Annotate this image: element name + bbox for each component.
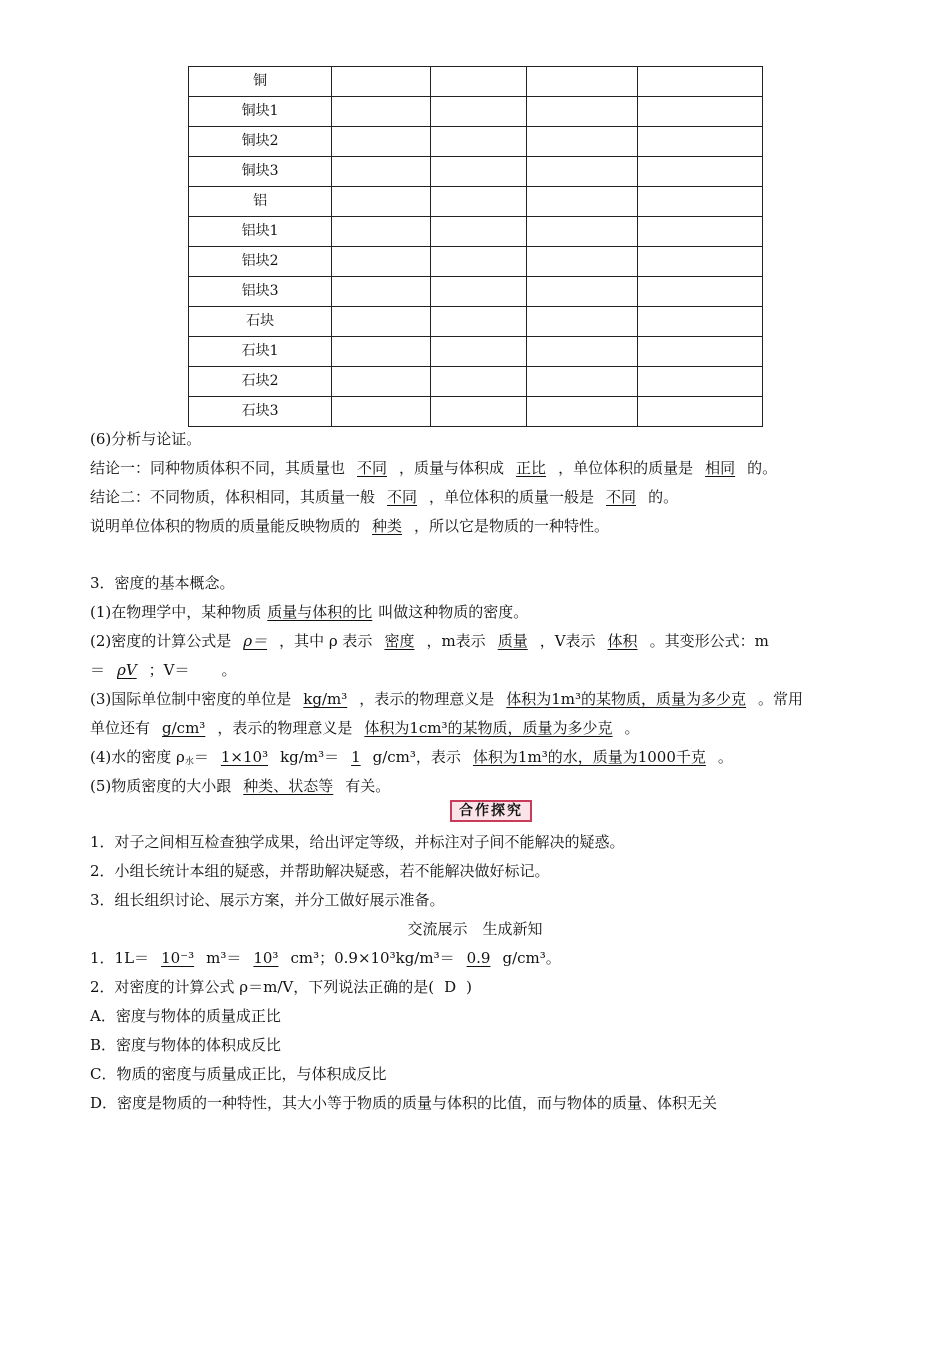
table-row bbox=[189, 247, 763, 277]
answer-blank: 不同 bbox=[606, 488, 637, 506]
answer-blank: 10⁻³ bbox=[161, 949, 195, 967]
coop-item: 1．对子之间相互检查独学成果，给出评定等级，并标注对子间不能解决的疑惑。 bbox=[90, 833, 625, 851]
table-cell bbox=[431, 307, 526, 337]
table-cell bbox=[637, 397, 762, 427]
table-cell bbox=[526, 277, 637, 307]
answer-blank: 体积为1m³的某物质，质量为多少克 bbox=[506, 690, 747, 708]
answer-blank: 体积为1m³的水，质量为1000千克 bbox=[472, 748, 706, 766]
row-label: 铝块1 bbox=[189, 217, 332, 247]
table-cell bbox=[431, 277, 526, 307]
table-row bbox=[189, 337, 763, 367]
table-cell bbox=[637, 307, 762, 337]
table-cell bbox=[431, 337, 526, 367]
table-cell bbox=[332, 187, 431, 217]
answer-blank: ρ＝ bbox=[243, 632, 268, 650]
explanation-line: 说明单位体积的物质的质量能反映物质的 种类 ，所以它是物质的一种特性。 bbox=[90, 517, 610, 535]
question-1: 1．1L＝ 10⁻³ m³＝ 10³ cm³；0.9×10³kg/m³＝ 0.9 g/cm³。 bbox=[90, 949, 561, 967]
table-cell bbox=[526, 157, 637, 187]
table-cell bbox=[526, 337, 637, 367]
answer-blank: 种类 bbox=[372, 517, 403, 535]
answer-blank: 不同 bbox=[357, 459, 388, 477]
concept-line-7: (5)物质密度的大小跟 种类、状态等 有关。 bbox=[90, 777, 391, 795]
answer-blank: 1×10³ bbox=[220, 748, 269, 766]
table-cell bbox=[431, 397, 526, 427]
table-row bbox=[189, 217, 763, 247]
table-cell bbox=[526, 217, 637, 247]
table-cell bbox=[431, 67, 526, 97]
table-cell bbox=[332, 127, 431, 157]
option-d: D．密度是物质的一种特性，其大小等于物质的质量与体积的比值，而与物体的质量、体积无关 bbox=[90, 1094, 718, 1112]
table-cell bbox=[637, 127, 762, 157]
table-row bbox=[189, 397, 763, 427]
table-cell bbox=[332, 67, 431, 97]
answer-blank: 不同 bbox=[387, 488, 418, 506]
table-cell bbox=[526, 187, 637, 217]
answer-blank bbox=[190, 661, 222, 679]
table-cell bbox=[431, 97, 526, 127]
table-row bbox=[189, 187, 763, 217]
concept-line-2: (2)密度的计算公式是 ρ＝ ，其中 ρ 表示 密度 ，m表示 质量 ，V表示 体积 。其变形公式：m bbox=[90, 632, 769, 650]
answer-blank: 体积 bbox=[607, 632, 638, 650]
table-cell bbox=[332, 97, 431, 127]
table-cell bbox=[431, 187, 526, 217]
table-row bbox=[189, 67, 763, 97]
concept-line-3: ＝ ρV ；V＝ 。 bbox=[90, 661, 237, 679]
concept-line-1: (1)在物理学中，某种物质 质量与体积的比 叫做这种物质的密度。 bbox=[90, 603, 529, 621]
table-cell bbox=[637, 367, 762, 397]
conclusion-one: 结论一：同种物质体积不同，其质量也 不同 ，质量与体积成 正比 ，单位体积的质量是 相同 的。 bbox=[90, 459, 778, 477]
table-cell bbox=[526, 307, 637, 337]
table-cell bbox=[332, 397, 431, 427]
answer-blank: 质量与体积的比 bbox=[267, 603, 373, 621]
conclusion-two: 结论二：不同物质，体积相同，其质量一般 不同 ，单位体积的质量一般是 不同 的。 bbox=[90, 488, 679, 506]
table-cell bbox=[637, 217, 762, 247]
row-label: 铜块2 bbox=[189, 127, 332, 157]
table-cell bbox=[332, 307, 431, 337]
answer-blank: 体积为1cm³的某物质，质量为多少克 bbox=[364, 719, 613, 737]
concept-heading: 3．密度的基本概念。 bbox=[90, 574, 235, 592]
table-cell bbox=[332, 367, 431, 397]
table-cell bbox=[637, 67, 762, 97]
analysis-heading: (6)分析与论证。 bbox=[90, 430, 202, 448]
row-label: 石块 bbox=[189, 307, 332, 337]
answer-blank: 相同 bbox=[705, 459, 736, 477]
table-cell bbox=[332, 337, 431, 367]
table-cell bbox=[526, 367, 637, 397]
option-b: B．密度与物体的体积成反比 bbox=[90, 1036, 282, 1054]
table-row bbox=[189, 307, 763, 337]
table-cell bbox=[431, 217, 526, 247]
concept-line-5: 单位还有 g/cm³ ，表示的物理意义是 体积为1cm³的某物质，质量为多少克 。 bbox=[90, 719, 640, 737]
table-cell bbox=[431, 157, 526, 187]
table-cell bbox=[637, 277, 762, 307]
cooperation-badge: 合作探究 bbox=[450, 800, 532, 822]
table-cell bbox=[526, 247, 637, 277]
table-row bbox=[189, 97, 763, 127]
answer-blank: 正比 bbox=[516, 459, 547, 477]
table-row bbox=[189, 367, 763, 397]
table-cell bbox=[431, 247, 526, 277]
answer-blank: 质量 bbox=[497, 632, 528, 650]
table-row bbox=[189, 127, 763, 157]
answer-blank: 1 bbox=[351, 748, 361, 766]
table-cell bbox=[332, 277, 431, 307]
row-label: 铜块1 bbox=[189, 97, 332, 127]
table-cell bbox=[637, 337, 762, 367]
exchange-title: 交流展示 生成新知 bbox=[407, 920, 543, 938]
table-cell bbox=[526, 127, 637, 157]
row-label: 铜块3 bbox=[189, 157, 332, 187]
answer-blank: kg/m³ bbox=[303, 690, 348, 708]
table-cell bbox=[431, 127, 526, 157]
answer-blank: 种类、状态等 bbox=[243, 777, 334, 795]
answer-blank: g/cm³ bbox=[162, 719, 206, 737]
table-cell bbox=[526, 397, 637, 427]
row-label: 铝块3 bbox=[189, 277, 332, 307]
table-cell bbox=[637, 187, 762, 217]
concept-line-6: (4)水的密度 $\rho_水= 1\times 10^3$ kg/m³＝ 1 g/cm³，表示 体积为1m³的水，质量为1000千克 。 bbox=[90, 748, 733, 767]
option-c: C．物质的密度与质量成正比，与体积成反比 bbox=[90, 1065, 387, 1083]
measurement-table bbox=[188, 66, 763, 427]
table-cell bbox=[332, 247, 431, 277]
table-cell bbox=[332, 157, 431, 187]
table-cell bbox=[526, 97, 637, 127]
question-2: 2．对密度的计算公式 ρ＝m/V，下列说法正确的是( D ) bbox=[90, 978, 472, 996]
answer-blank: 0.9 bbox=[466, 949, 491, 967]
table-cell bbox=[637, 97, 762, 127]
table-row bbox=[189, 277, 763, 307]
table-cell bbox=[637, 157, 762, 187]
row-label: 铝块2 bbox=[189, 247, 332, 277]
table-row bbox=[189, 157, 763, 187]
table-cell bbox=[526, 67, 637, 97]
table-cell bbox=[332, 217, 431, 247]
concept-line-4: (3)国际单位制中密度的单位是 kg/m³ ，表示的物理意义是 体积为1m³的某物质，质量为多少克 。常用 bbox=[90, 690, 804, 708]
answer-blank: ρV bbox=[117, 661, 137, 679]
answer-choice: D bbox=[444, 978, 457, 996]
answer-blank: 10³ bbox=[253, 949, 279, 967]
table-cell bbox=[431, 367, 526, 397]
row-label: 铝 bbox=[189, 187, 332, 217]
row-label: 石块3 bbox=[189, 397, 332, 427]
answer-blank: 密度 bbox=[384, 632, 415, 650]
table-cell bbox=[637, 247, 762, 277]
row-label: 铜 bbox=[189, 67, 332, 97]
row-label: 石块2 bbox=[189, 367, 332, 397]
row-label: 石块1 bbox=[189, 337, 332, 367]
coop-item: 2．小组长统计本组的疑惑，并帮助解决疑惑，若不能解决做好标记。 bbox=[90, 862, 550, 880]
option-a: A．密度与物体的质量成正比 bbox=[90, 1007, 281, 1025]
coop-item: 3．组长组织讨论、展示方案，并分工做好展示准备。 bbox=[90, 891, 445, 909]
